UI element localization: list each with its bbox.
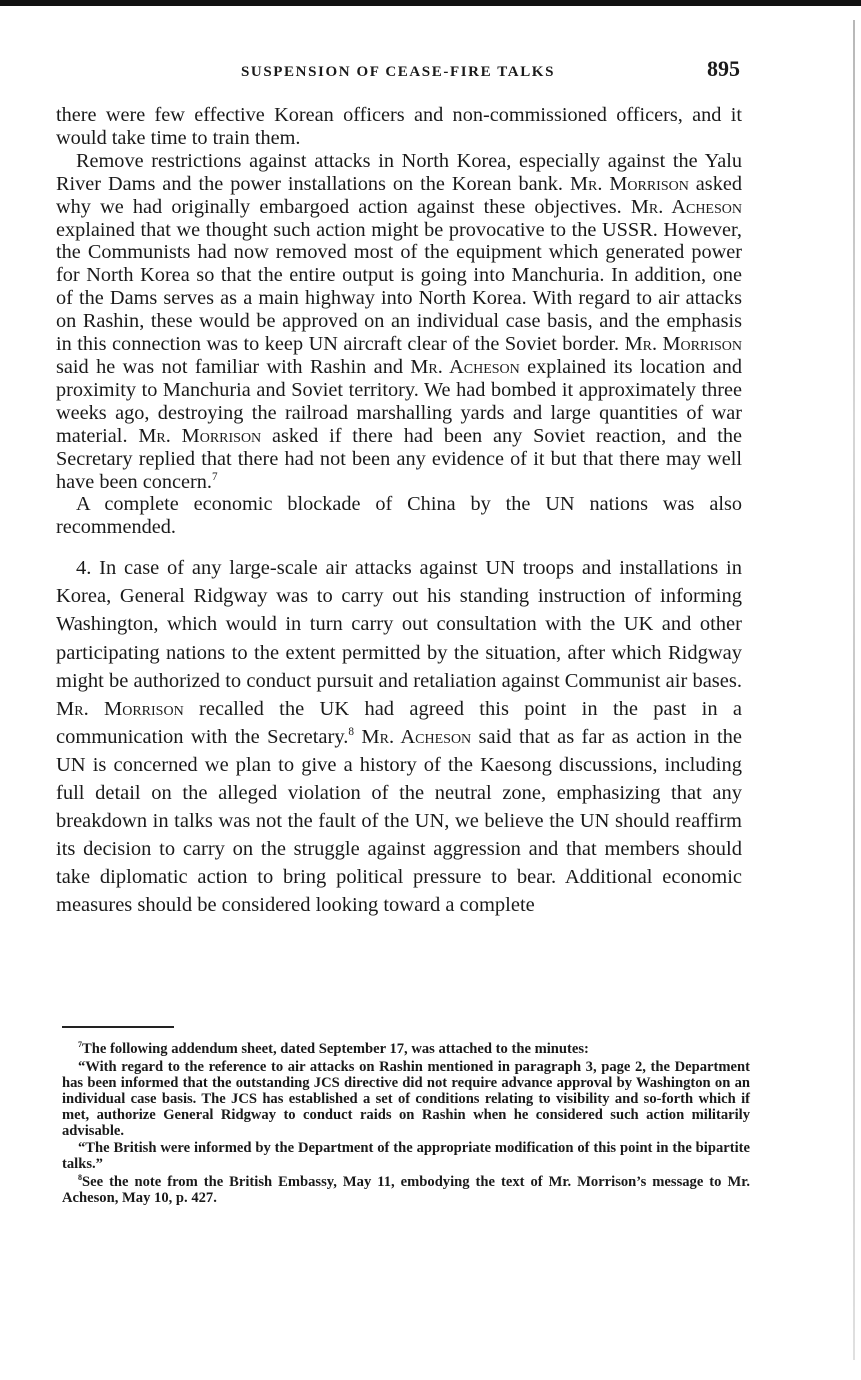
paragraph-text: A complete economic blockade of China by the UN nations was also recommended. <box>56 493 742 539</box>
speaker-name: Mr. Acheson <box>630 195 742 218</box>
footnote-8 <box>62 1175 750 1207</box>
paragraph-blockade <box>56 493 742 539</box>
footnote-text: “With regard to the reference to air attacks on Rashin mentioned in paragraph 3, page 2, the Department has been informed that the outstanding JCS directive did not require advance approval by Washington on an individual case basis. The JCS has established a set of conditions relating to visibility and so-forth which if met, authorize General Ridgway to conduct raids on Rashin when he considered such action militarily advisable. <box>62 1058 750 1139</box>
page-number: 895 <box>707 56 740 81</box>
paragraph-text: recalled the UK had agreed this point in the past in a communication with the Secretary. <box>56 697 742 748</box>
speaker-name: Mr. Acheson <box>361 725 472 748</box>
footnote-divider <box>62 1026 174 1028</box>
paragraph-item-4 <box>56 554 742 919</box>
paragraph-text: asked why we had originally embargoed action against these objectives. <box>56 172 742 218</box>
running-head: SUSPENSION OF CEASE-FIRE TALKS <box>240 64 556 80</box>
page-header <box>56 56 740 90</box>
footnote-marker: 8 <box>78 1173 83 1183</box>
body-text <box>56 104 742 919</box>
footnote-reference: 7 <box>211 470 218 483</box>
speaker-name: Mr. Morrison <box>56 697 184 720</box>
footnotes <box>62 1042 750 1207</box>
footnote-text: See the note from the British Embassy, May 11, embodying the text of Mr. Morrison’s message to Mr. Acheson, May 10, p. 427. <box>62 1174 750 1207</box>
footnote-marker: 7 <box>78 1040 83 1050</box>
speaker-name: Mr. Acheson <box>410 355 520 378</box>
footnote-reference: 8 <box>348 725 355 738</box>
paragraph-text: explained its location and proximity to Manchuria and Soviet territory. We had bombed it approximately three weeks ago, destroying the railroad marshalling yards and large quantities of war material. <box>56 355 742 447</box>
speaker-name: Mr. Morrison <box>569 172 689 195</box>
paragraph-text: explained that we thought such action might be provocative to the USSR. However, the Communists had now removed most of the equipment which generated power for North Korea so that the entire output is going into Manchuria. In addition, one of the Dams serves as a main highway into North Korea. With regard to air attacks on Rashin, these would be approved on an individual case basis, and the emphasis in this connection was to keep UN aircraft clear of the Soviet border. <box>56 218 742 356</box>
paragraph-text: asked if there had been any Soviet reaction, and the Secretary replied that there had not been any evidence of it but that there may well have been concern. <box>56 424 742 493</box>
paragraph-text: there were few effective Korean officers and non-commissioned officers, and it would take time to train them. <box>56 104 742 149</box>
paragraph-text: 4. In case of any large-scale air attacks against UN troops and installations in Korea, General Ridgway was to carry out his standing instruction of informing Washington, which would in turn carry out consultation with the UK and other participating nations to the extent permitted by the situation, after which Ridgway might be authorized to conduct pursuit and retaliation against Communist air bases. <box>56 557 742 692</box>
page-edge-shadow <box>853 20 855 1360</box>
paragraph-text: said he was not familiar with Rashin and <box>56 355 411 378</box>
footnote-text: “The British were informed by the Department of the appropriate modification of this point in the bipartite talks.” <box>62 1140 750 1173</box>
speaker-name: Mr. Morrison <box>138 424 262 447</box>
footnote-text: The following addendum sheet, dated September 17, was attached to the minutes: <box>82 1041 589 1057</box>
paragraph-continuation <box>56 104 742 150</box>
footnote-7-quote <box>62 1060 750 1140</box>
footnote-7-quote <box>62 1141 750 1173</box>
paragraph-restrictions <box>56 150 742 494</box>
speaker-name: Mr. Morrison <box>624 333 742 356</box>
top-border-rule <box>0 0 861 6</box>
paragraph-text: Remove restrictions against attacks in North Korea, especially against the Yalu River Dams and the power installations on the Korean bank. <box>56 149 742 195</box>
paragraph-text: said that as far as action in the UN is concerned we plan to give a history of the Kaesong discussions, including full detail on the alleged violation of the neutral zone, emphasizing that any breakdown in talks was not the fault of the UN, we believe the UN should reaffirm its decision to carry on the struggle against aggression and that members should take diplomatic action to bring political pressure to bear. Additional economic measures should be considered looking toward a complete <box>56 725 743 917</box>
footnote-7 <box>62 1042 750 1058</box>
